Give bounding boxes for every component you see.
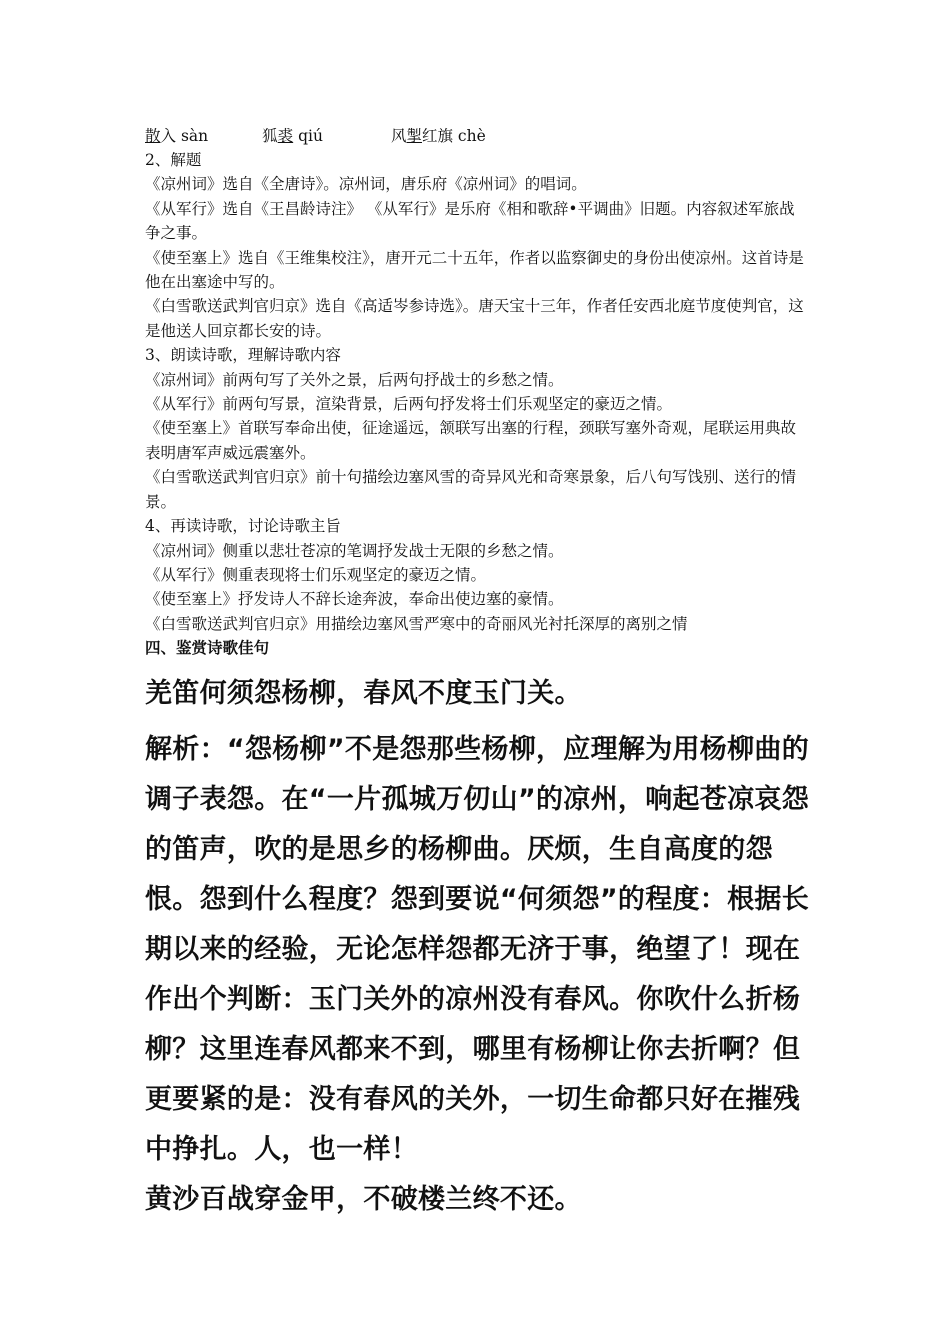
paragraph: 《使至塞上》选自《王维集校注》，唐开元二十五年，作者以监察御史的身份出使凉州。这首诗是他在出塞途中写的。: [145, 248, 804, 292]
section-heading: 3、朗读诗歌，理解诗歌内容: [145, 346, 341, 365]
pronunciation-item: 狐裘 qiú: [262, 127, 323, 145]
pronunciation-item: 散入 sàn: [145, 127, 209, 145]
document-content: [145, 124, 810, 1225]
paragraph: 《凉州词》选自《全唐诗》。凉州词，唐乐府《凉州词》的唱词。: [145, 175, 587, 194]
section-heading: 4、再读诗歌，讨论诗歌主旨: [145, 517, 341, 536]
paragraph: 《使至塞上》抒发诗人不辞长途奔波，奉命出使边塞的豪情。: [145, 590, 564, 609]
section-heading-bold: 四、鉴赏诗歌佳句: [145, 638, 270, 658]
paragraph: 《白雪歌送武判官归京》前十句描绘边塞风雪的奇异风光和奇寒景象，后八句写饯别、送行的情景。: [145, 468, 797, 511]
paragraph: 《凉州词》侧重以悲壮苍凉的笔调抒发战士无限的乡愁之情。: [145, 541, 564, 560]
poem-line: 黄沙百战穿金甲，不破楼兰终不还。: [145, 1184, 582, 1216]
pronunciation-item: 风掣红旗 chè: [390, 127, 486, 145]
paragraph: 《白雪歌送武判官归京》用描绘边塞风雪严寒中的奇丽风光衬托深厚的离别之情: [145, 614, 688, 633]
poem-line: 羌笛何须怨杨柳，春风不度玉门关。: [145, 678, 582, 710]
paragraph: 《凉州词》前两句写了关外之景，后两句抒战士的乡愁之情。: [145, 370, 564, 389]
paragraph: 《白雪歌送武判官归京》选自《高适岑参诗选》。唐天宝十三年，作者任安西北庭节度使判官，这是他送人回京都长安的诗。: [145, 297, 804, 340]
paragraph: 《使至塞上》首联写奉命出使，征途遥远，颔联写出塞的行程，颈联写塞外奇观，尾联运用典故表明唐军声威远震塞外。: [145, 419, 797, 462]
paragraph: 《从军行》选自《王昌龄诗注》 《从军行》是乐府《相和歌辞•平调曲》旧题。内容叙述军旅战争之事。: [145, 199, 795, 243]
paragraph: 《从军行》侧重表现将士们乐观坚定的豪迈之情。: [145, 565, 487, 584]
pronunciation-row: [145, 124, 810, 148]
analysis-paragraph: 解析：“怨杨柳”不是怨那些杨柳，应理解为用杨柳曲的调子表怨。在“一片孤城万仞山”的凉州，响起苍凉哀怨的笛声，吹的是思乡的杨柳曲。厌烦，生自高度的怨恨。怨到什么程度？怨到要说“何须怨”的程度：根据长期以来的经验，无论怎样怨都无济于事，绝望了！现在作出个判断：玉门关外的凉州没有春风。你吹什么折杨柳？这里连春风都来不到，哪里有杨柳让你去折啊？但更要紧的是：没有春风的关外，一切生命都只好在摧残中挣扎。人，也一样！: [145, 734, 809, 1166]
section-heading: 2、解题: [145, 151, 202, 169]
paragraph: 《从军行》前两句写景，渲染背景，后两句抒发将士们乐观坚定的豪迈之情。: [145, 395, 673, 414]
